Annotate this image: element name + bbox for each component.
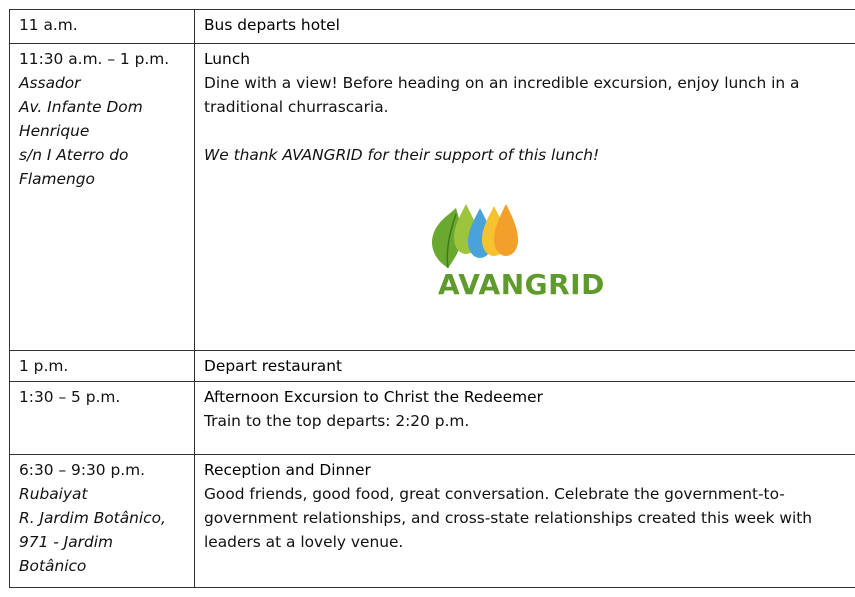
time-cell — [10, 382, 195, 455]
time-text: 11:30 a.m. – 1 p.m. — [19, 50, 170, 68]
sponsor-thanks: We thank AVANGRID for their support of this lunch! — [204, 146, 600, 164]
location-line: Henrique — [19, 122, 90, 140]
time-cell — [10, 44, 195, 351]
event-title: Depart restaurant — [204, 357, 343, 375]
event-cell — [195, 382, 855, 455]
schedule-row — [10, 351, 855, 382]
location-line: Flamengo — [19, 170, 95, 188]
time-text: 1 p.m. — [19, 357, 69, 375]
time-text: 11 a.m. — [19, 16, 78, 34]
avangrid-logo — [426, 202, 626, 300]
schedule-row — [10, 44, 855, 351]
location-line: Av. Infante Dom — [19, 98, 143, 116]
event-title: Reception and Dinner — [204, 461, 371, 479]
location-line: Botânico — [19, 557, 87, 575]
leaf-droplets-icon — [426, 202, 522, 272]
time-cell — [10, 351, 195, 382]
event-cell — [195, 351, 855, 382]
time-text: 6:30 – 9:30 p.m. — [19, 461, 146, 479]
location-line: 971 - Jardim — [19, 533, 114, 551]
event-cell — [195, 44, 855, 351]
schedule-row — [10, 10, 855, 44]
event-title: Lunch — [204, 50, 251, 68]
schedule-row — [10, 382, 855, 455]
time-cell — [10, 455, 195, 588]
schedule-table — [9, 9, 855, 588]
event-cell — [195, 10, 855, 44]
avangrid-wordmark: AVANGRID — [438, 268, 605, 301]
location-line: R. Jardim Botânico, — [19, 509, 166, 527]
event-title: Bus departs hotel — [204, 16, 340, 34]
location-line: Rubaiyat — [19, 485, 88, 503]
schedule-row — [10, 455, 855, 588]
time-text: 1:30 – 5 p.m. — [19, 388, 121, 406]
event-description: Dine with a view! Before heading on an incredible excursion, enjoy lunch in a traditional churrascaria. — [204, 74, 800, 116]
event-cell — [195, 455, 855, 588]
event-description: Train to the top departs: 2:20 p.m. — [204, 412, 470, 430]
location-line: Assador — [19, 74, 81, 92]
event-description: Good friends, good food, great conversation. Celebrate the government-to-government relationships, and cross-state relationships created this week with leaders at a lovely venue. — [204, 485, 813, 551]
event-title: Afternoon Excursion to Christ the Redeemer — [204, 388, 543, 406]
time-cell — [10, 10, 195, 44]
location-line: s/n I Aterro do — [19, 146, 129, 164]
